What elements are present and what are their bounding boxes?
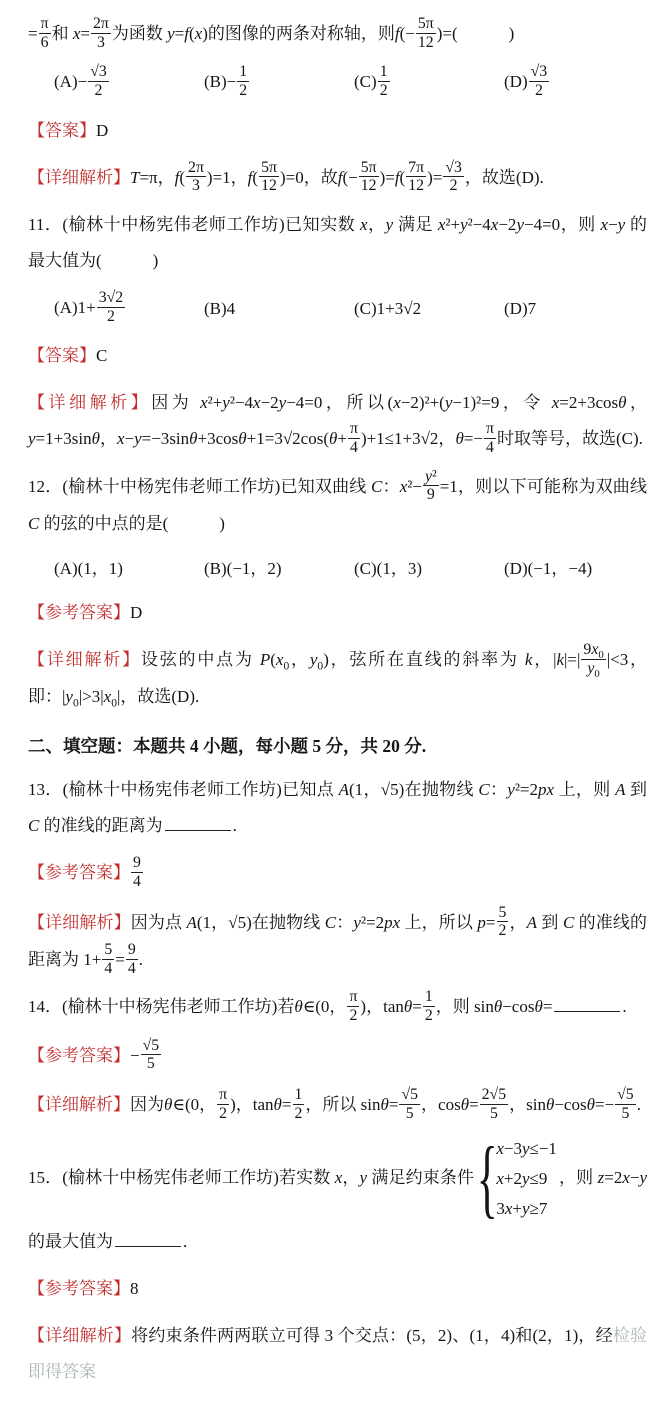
answer-label: 【参考答案】 (28, 863, 130, 883)
question-11-stem: 11．(榆林十中杨宪伟老师工作坊)已知实数 x，y 满足 x²+y²−4x−2y−4=0，则 x−y 的最大值为( ) (28, 215, 647, 270)
option-D: (D) $\frac{√3}{2}$ (504, 63, 548, 99)
fraction: $\frac{9}{4}$ (133, 854, 141, 890)
subscript: 0 (317, 659, 324, 673)
answer-label: 【答案】 (28, 346, 96, 366)
option-A: (A)− $\frac{√3}{2}$ (54, 63, 107, 99)
roman-text: B (209, 72, 222, 92)
question-10-stem-continuation: = $\frac{\pi}{6}$ 和 x= $\frac{2\pi}{3}$ 为函数 y=f(x)的图像的两条对称轴，则f(− $\frac{5\pi}{12}$ )=( ) (28, 14, 515, 51)
fraction: $\frac{5\pi}{12}$ (261, 158, 277, 195)
answer-label: 【详细解析】 (28, 167, 130, 187)
question-12-stem: 12．(榆林十中杨宪伟老师工作坊)已知双曲线 C：x²− $\frac{\text{y²}}{9}$ =1，则以下可能称为双曲线 C 的弦的中点的是( ) (28, 467, 648, 533)
roman-text: D (521, 167, 534, 187)
answer-label: 【详细解析】 (28, 912, 131, 932)
question-10-answer (28, 114, 647, 148)
roman-text: C (621, 429, 633, 449)
question-13-analysis: 【详细解析】因为点 A(1，√5)在抛物线 C：y²=2px 上，所以 p= $\frac{5}{2}$ ，A 到 C 的准线的距离为 1+ $\frac{5}{4}$ = $\frac{9}{4}$ . (28, 903, 648, 977)
fraction: $\frac{\pi}{2}$ (349, 988, 358, 1024)
answer-label: 【详细解析】 (28, 393, 152, 413)
subscript: 0 (594, 667, 600, 680)
fraction: $\frac{5}{2}$ (498, 903, 507, 940)
subscript: 0 (283, 659, 290, 673)
constraint-row: x−3y≤−1 (496, 1139, 557, 1159)
fraction: $\frac{7\pi}{12}$ (408, 158, 425, 195)
question-11-answer (28, 339, 647, 373)
roman-text: B (209, 559, 222, 578)
option-C: (C) $\frac{1}{2}$ (354, 63, 388, 99)
answer-label: 【参考答案】 (28, 1279, 130, 1299)
question-12-answer (28, 596, 647, 630)
fraction: $\frac{9x_0}{y_0}$ (583, 640, 604, 680)
fraction: $\frac{3√2}{2}$ (98, 289, 124, 325)
question-14-answer: 【参考答案】− $\frac{√5}{5}$ (28, 1036, 160, 1073)
roman-text: A (59, 559, 72, 578)
answer-label: 【详细解析】 (28, 650, 141, 669)
roman-text: D (509, 559, 522, 578)
fraction: $\frac{2\pi}{3}$ (92, 14, 109, 51)
option-B: (B)− $\frac{1}{2}$ (204, 63, 248, 99)
option-C: (C)1+3√2 (354, 299, 422, 319)
fraction: $\frac{1}{2}$ (424, 988, 433, 1024)
option-B: (B)4 (204, 299, 236, 319)
question-15-stem: 15．(榆林十中杨宪伟老师工作坊)若实数 x，y 满足约束条件 { x−3y≤−1 x+2y≤9 3x+y≥7 ，则 z=2x−y 的最大值为 . (28, 1130, 648, 1252)
subscript: 0 (111, 696, 117, 710)
option-D: (D)7 (504, 299, 537, 319)
question-13-stem: 13．(榆林十中杨宪伟老师工作坊)已知点 A(1，√5)在抛物线 C：y²=2px 上，则 A 到 C 的准线的距离为 . (28, 780, 648, 836)
roman-text: D (509, 299, 522, 319)
option-B: (B)(−1，2) (204, 559, 282, 578)
blank-underline (554, 994, 620, 1012)
question-11-options (54, 291, 647, 327)
roman-text: A (59, 298, 72, 318)
fraction: $\frac{1}{2}$ (294, 1085, 303, 1122)
roman-text: D (509, 72, 522, 92)
roman-text: A (59, 72, 72, 92)
fraction: $\frac{√5}{5}$ (401, 1085, 419, 1122)
answer-label: 【参考答案】 (28, 603, 130, 622)
fraction: $\frac{5}{4}$ (104, 940, 113, 977)
fraction: $\frac{5\pi}{12}$ (360, 158, 377, 195)
question-10-options (54, 65, 647, 101)
roman-text: B (209, 299, 222, 319)
fraction: $\frac{\pi}{4}$ (485, 420, 494, 456)
answer-label: 【答案】 (28, 120, 96, 140)
fraction: $\frac{\pi}{2}$ (219, 1085, 228, 1122)
option-A: (A)(1，1) (54, 559, 123, 578)
blank-underline (165, 813, 231, 831)
fraction: $\frac{2√5}{5}$ (481, 1085, 507, 1122)
answer-label: 【详细解析】 (28, 1326, 132, 1346)
fraction: $\frac{√3}{2}$ (445, 158, 462, 195)
document-body (28, 16, 647, 1390)
question-15-analysis: 【详细解析】将约束条件两两联立可得 3 个交点：(5，2)、(1，4)和(2，1)，经检验即得答案 (28, 1326, 648, 1382)
roman-text: D (177, 687, 190, 707)
question-13-answer (28, 856, 647, 892)
roman-text: D (96, 120, 109, 140)
subscript: 0 (598, 649, 604, 662)
constraint-row: x+2y≤9 (496, 1169, 548, 1189)
roman-text: C (96, 346, 108, 366)
fraction: $\frac{9}{4}$ (127, 940, 136, 977)
fraction: $\frac{1}{2}$ (239, 63, 248, 99)
fraction: $\frac{√3}{2}$ (90, 63, 107, 99)
roman-text: C (359, 299, 372, 319)
fraction: $\frac{\pi}{6}$ (40, 14, 49, 51)
fraction: $\frac{\text{y²}}{9}$ (424, 467, 437, 504)
answer-label: 【参考答案】 (28, 1045, 130, 1065)
fraction: $\frac{\pi}{4}$ (349, 420, 358, 456)
question-14-stem: 14．(榆林十中杨宪伟老师工作坊)若θ∈(0， $\frac{\pi}{2}$ )，tanθ= $\frac{1}{2}$ ，则 sinθ−cosθ= . (28, 988, 627, 1024)
fraction: $\frac{√3}{2}$ (530, 63, 548, 99)
fraction: $\frac{√5}{5}$ (617, 1085, 634, 1122)
fraction: $\frac{√5}{5}$ (142, 1036, 160, 1073)
option-C: (C)(1，3) (354, 559, 422, 578)
subscript: 0 (72, 696, 79, 710)
fraction: $\frac{5\pi}{12}$ (417, 14, 434, 51)
section-2-heading: 二、填空题：本题共 4 小题，每小题 5 分，共 20 分. (28, 736, 427, 757)
question-10-analysis: 【详细解析】T=π，f( $\frac{2\pi}{3}$ )=1，f( $\frac{5\pi}{12}$ )=0，故f(− $\frac{5\pi}{12}$ )=f( $\frac{7\pi}{12}$ )= $\frac{√3}{2}$ ，故选(D). (28, 158, 544, 195)
question-11-analysis: 【详细解析】因为 x²+y²−4x−2y−4=0，所以(x−2)²+(y−1)²=9，令 x=2+3cosθ，y=1+3sinθ，x−y=−3sinθ+3cosθ+1=3√2cos(θ+ $\frac{\pi}{4}$ )+1≤1+3√2，θ=− $\frac{\pi}{4}$ 时取等号，故选(C). (28, 393, 648, 456)
fraction: $\frac{2\pi}{3}$ (188, 158, 204, 195)
constraint-system (476, 1130, 557, 1228)
roman-text: C (359, 72, 372, 92)
roman-text: D (130, 603, 143, 622)
exam-page (28, 16, 647, 1390)
left-brace: { (476, 1130, 498, 1228)
constraint-row: 3x+y≥7 (496, 1199, 548, 1219)
question-12-options (54, 554, 647, 584)
blank-underline (115, 1229, 181, 1247)
question-12-analysis: 【详细解析】设弦的中点为 $P(x_0$，$y_0$)，弦所在直线的斜率为 k，|k|=| $\frac{9x_0}{y_0}$ |<3，即：$|y_0|>3|x_0|$，故选(D). (28, 640, 648, 710)
option-D: (D)(−1，−4) (504, 559, 593, 578)
answer-label: 【详细解析】 (28, 1095, 130, 1114)
watermarked-text: 检验即得答案 (28, 1326, 648, 1382)
roman-text: C (359, 559, 372, 578)
option-A: (A)1+ $\frac{3√2}{2}$ (54, 289, 124, 325)
fraction: $\frac{1}{2}$ (379, 63, 388, 99)
question-14-analysis: 【详细解析】因为θ∈(0， $\frac{\pi}{2}$ )，tanθ= $\frac{1}{2}$ ，所以 sinθ= $\frac{√5}{5}$ ，cosθ= $\frac{2√5}{5}$ ，sinθ−cosθ=− $\frac{√5}{5}$ . (28, 1085, 641, 1122)
question-15-answer: 【参考答案】8 (28, 1279, 139, 1299)
